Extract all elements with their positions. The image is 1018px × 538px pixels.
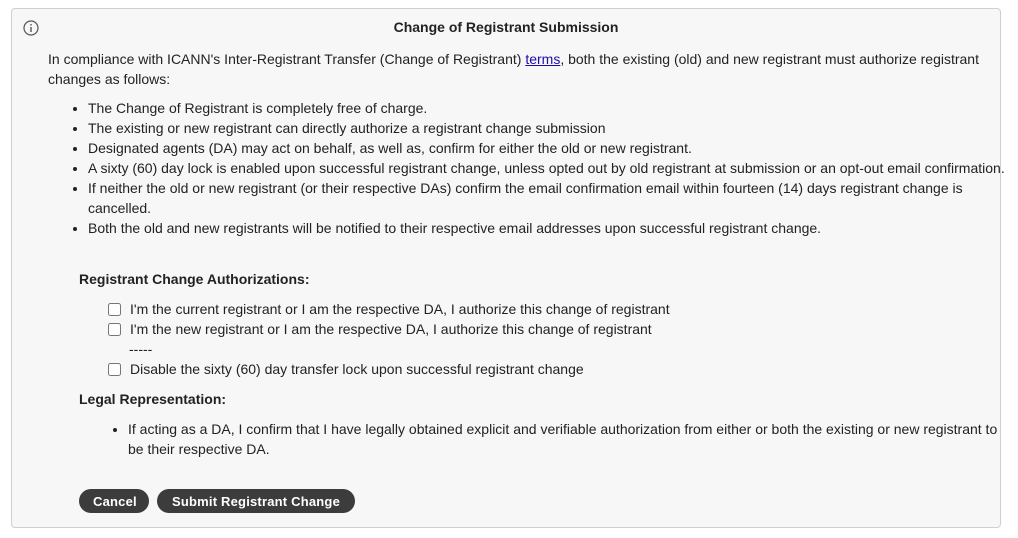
new-registrant-checkbox[interactable] <box>108 323 121 336</box>
intro-text <box>48 49 988 89</box>
terms-bullet-list <box>70 98 1008 238</box>
new-registrant-authorization[interactable] <box>108 319 652 339</box>
intro-text-before: In compliance with ICANN's Inter-Registrant Transfer (Change of Registrant) <box>48 51 526 67</box>
list-item: • Both the old and new registrants will be notified to their respective email addresses upon successful registrant change. <box>88 218 1008 238</box>
terms-link[interactable]: terms <box>525 51 561 67</box>
new-registrant-label: I'm the new registrant or I am the respective DA, I authorize this change of registrant <box>130 321 652 337</box>
legal-representation-heading: Legal Representation: <box>79 391 227 407</box>
options-separator: ----- <box>129 341 153 357</box>
authorizations-heading: Registrant Change Authorizations: <box>79 271 310 287</box>
current-registrant-label: I'm the current registrant or I am the respective DA, I authorize this change of registrant <box>130 301 670 317</box>
submit-registrant-change-button[interactable]: Submit Registrant Change <box>157 489 355 513</box>
disable-lock-checkbox[interactable] <box>108 363 121 376</box>
disable-transfer-lock-option[interactable] <box>108 359 584 379</box>
current-registrant-checkbox[interactable] <box>108 303 121 316</box>
dialog-title: Change of Registrant Submission <box>393 19 619 35</box>
list-item: • If acting as a DA, I confirm that I have legally obtained explicit and verifiable authorization from either or both the existing or new registrant to be their respective DA. <box>128 419 1008 459</box>
change-of-registrant-panel <box>11 8 1005 528</box>
current-registrant-authorization[interactable] <box>108 299 670 319</box>
list-item: • Designated agents (DA) may act on behalf, as well as, confirm for either the old or new registrant. <box>88 138 1008 158</box>
list-item: • The existing or new registrant can directly authorize a registrant change submission <box>88 118 1008 138</box>
legal-representation-list <box>110 419 1008 459</box>
list-item: • If neither the old or new registrant (or their respective DAs) confirm the email confirmation email within fourteen (14) days registrant change is cancelled. <box>88 178 1008 218</box>
disable-lock-label: Disable the sixty (60) day transfer lock upon successful registrant change <box>130 361 584 377</box>
intro-text-after: , both the existing (old) and new registrant must authorize registrant changes as follows: <box>48 51 979 87</box>
cancel-button[interactable]: Cancel <box>79 489 149 513</box>
list-item: • The Change of Registrant is completely free of charge. <box>88 98 1008 118</box>
list-item: • A sixty (60) day lock is enabled upon successful registrant change, unless opted out by old registrant at submission or an opt-out email confirmation. <box>88 158 1008 178</box>
